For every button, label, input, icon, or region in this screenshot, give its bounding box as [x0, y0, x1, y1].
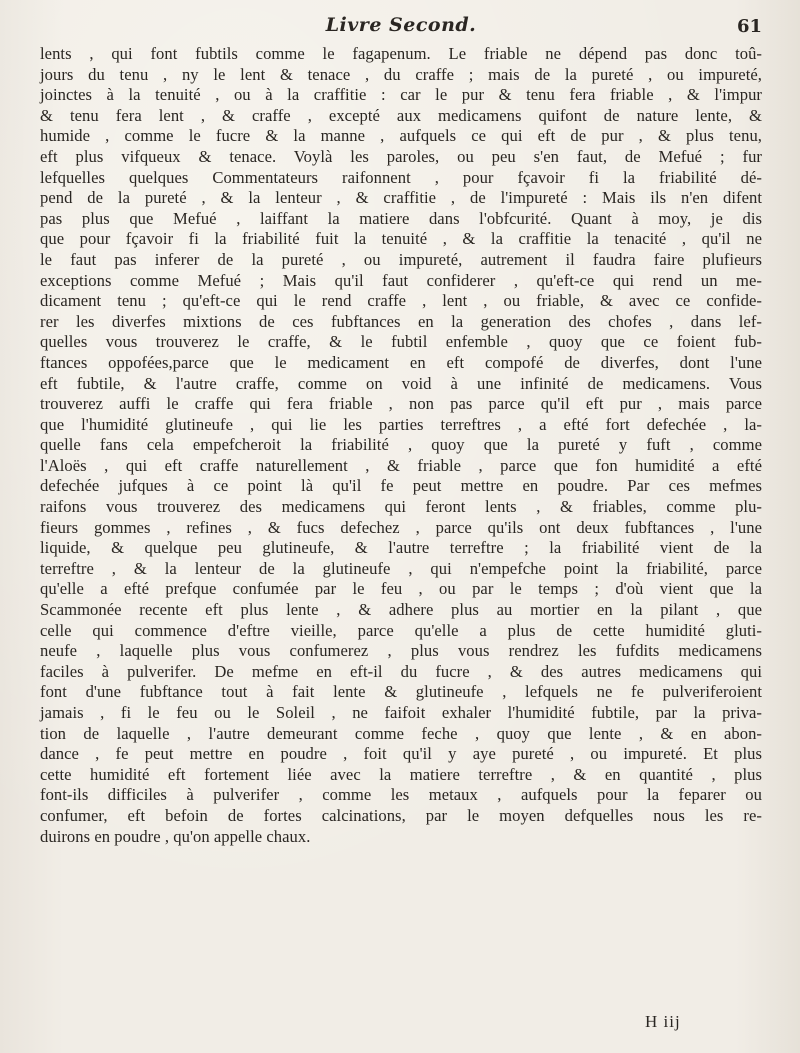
text-line: que l'humidité glutineufe , qui lie les parties terreftres , a efté fort defechée , la- [40, 414, 762, 434]
text-line: quelle fans cela empefcheroit la friabilité , quoy que la pureté y fuft , comme [40, 435, 762, 455]
text-line: faciles à pulverifer. De mefme en eft-il du fucre , & des autres medicamens qui [40, 661, 762, 681]
signature-mark: H iij [645, 1012, 681, 1031]
text-line: pas plus que Mefué , laiffant la matiere dans l'obfcurité. Quant à moy, je dis [40, 208, 762, 228]
text-line: Scammonée recente eft plus lente , & adhere plus au mortier en la pilant , que [40, 600, 762, 620]
text-line: le faut pas inferer de la pureté , ou impureté, autrement il faudra faire plufieurs [40, 249, 762, 269]
text-line: jours du tenu , ny le lent & tenace , du craffe ; mais de la pureté , ou impureté, [40, 64, 762, 84]
text-line: eft fubtile, & l'autre craffe, comme on void à une infinité de medicamens. Vous [40, 373, 762, 393]
text-line: font d'une fubftance tout à fait lente & glutineufe , lefquels ne fe pulveriferoient [40, 682, 762, 702]
text-line: ftances oppofées,parce que le medicament en eft compofé de diverfes, dont l'une [40, 352, 762, 372]
text-line: joinctes à la tenuité , ou à la craffitie : car le pur & tenu fera friable , & l'impur [40, 85, 762, 105]
text-line: humide , comme le fucre & la manne , aufquels ce qui eft de pur , & plus tenu, [40, 126, 762, 146]
text-line: raifons vous trouverez des medicamens qui feront lents , & friables, comme plu- [40, 497, 762, 517]
running-head [40, 14, 762, 46]
text-line: eft plus vifqueux & tenace. Voylà les paroles, ou peu s'en faut, de Mefué ; fur [40, 146, 762, 166]
text-line: dance , fe peut mettre en poudre , foit qu'il y aye pureté , ou impureté. Et plus [40, 744, 762, 764]
text-line: qu'elle a efté prefque confumée par le feu , ou par le temps ; d'où vient que la [40, 579, 762, 599]
text-line: fieurs gommes , refines , & fucs defechez , parce qu'ils ont deux fubftances , l'une [40, 517, 762, 537]
text-line: cette humidité eft fortement liée avec la matiere terreftre , & en quantité , plus [40, 764, 762, 784]
text-line: liquide, & quelque peu glutineufe, & l'autre terreftre ; la friabilité vient de la [40, 538, 762, 558]
text-line: confumer, eft befoin de fortes calcinations, par le moyen defquelles nous les re- [40, 805, 762, 825]
text-line: que pour fçavoir fi la friabilité fuit la tenuité , & la craffitie la tenacité , qu'il ne [40, 229, 762, 249]
text-line: lefquelles quelques Commentateurs raifonnent , pour fçavoir fi la friabilité dé- [40, 167, 762, 187]
text-line: neufe , laquelle plus vous confumerez , plus vous rendrez les fufdits medicamens [40, 641, 762, 661]
text-line: lents , qui font fubtils comme le fagapenum. Le friable ne dépend pas donc toû- [40, 44, 762, 63]
text-line: tion de laquelle , l'autre demeurant comme feche , quoy que lente , & en abon- [40, 723, 762, 743]
text-line: trouverez auffi le craffe qui fera friable , non pas parce qu'il eft pur , mais parce [40, 394, 762, 414]
running-head-title: Livre Second. [325, 14, 477, 36]
text-line-last: duirons en poudre , qu'on appelle chaux. [40, 826, 311, 846]
text-line: dicament tenu ; qu'eft-ce qui le rend craffe , lent , ou friable, & avec ce confide- [40, 291, 762, 311]
text-line: & tenu fera lent , & craffe , excepté aux medicamens quifont de nature lente, & [40, 105, 762, 125]
text-line: jamais , fi le feu ou le Soleil , ne faifoit exhaler l'humidité fubtile, par la priva- [40, 703, 762, 722]
text-line: rer les diverfes mixtions de ces fubftances en la generation des chofes , dans lef- [40, 311, 762, 331]
text-line: l'Aloës , qui eft craffe naturellement , & friable , parce que fon humidité a efté [40, 455, 762, 475]
page-number: 61 [736, 16, 762, 37]
text-line: font-ils difficiles à pulverifer , comme les metaux , aufquels pour la feparer ou [40, 785, 762, 805]
text-line: defechée jufques à ce point là qu'il fe peut mettre en poudre. Par ces mefmes [40, 476, 762, 496]
body-text [40, 44, 762, 847]
text-line: pend de la pureté , & la lenteur , & craffitie , de l'impureté : Mais ils n'en difent [40, 188, 762, 208]
text-line: quelles vous trouverez le craffe, & le fubtil enfemble , quoy que ce foient fub- [40, 332, 762, 352]
text-line: exceptions comme Mefué ; Mais qu'il faut confiderer , qu'eft-ce qui rend un me- [40, 270, 762, 290]
text-line: terreftre , & la lenteur de la glutineufe , qui n'empefche point la friabilité, parce [40, 558, 762, 578]
text-line: celle qui commence d'eftre vieille, parce qu'elle a plus de cette humidité gluti- [40, 620, 762, 640]
